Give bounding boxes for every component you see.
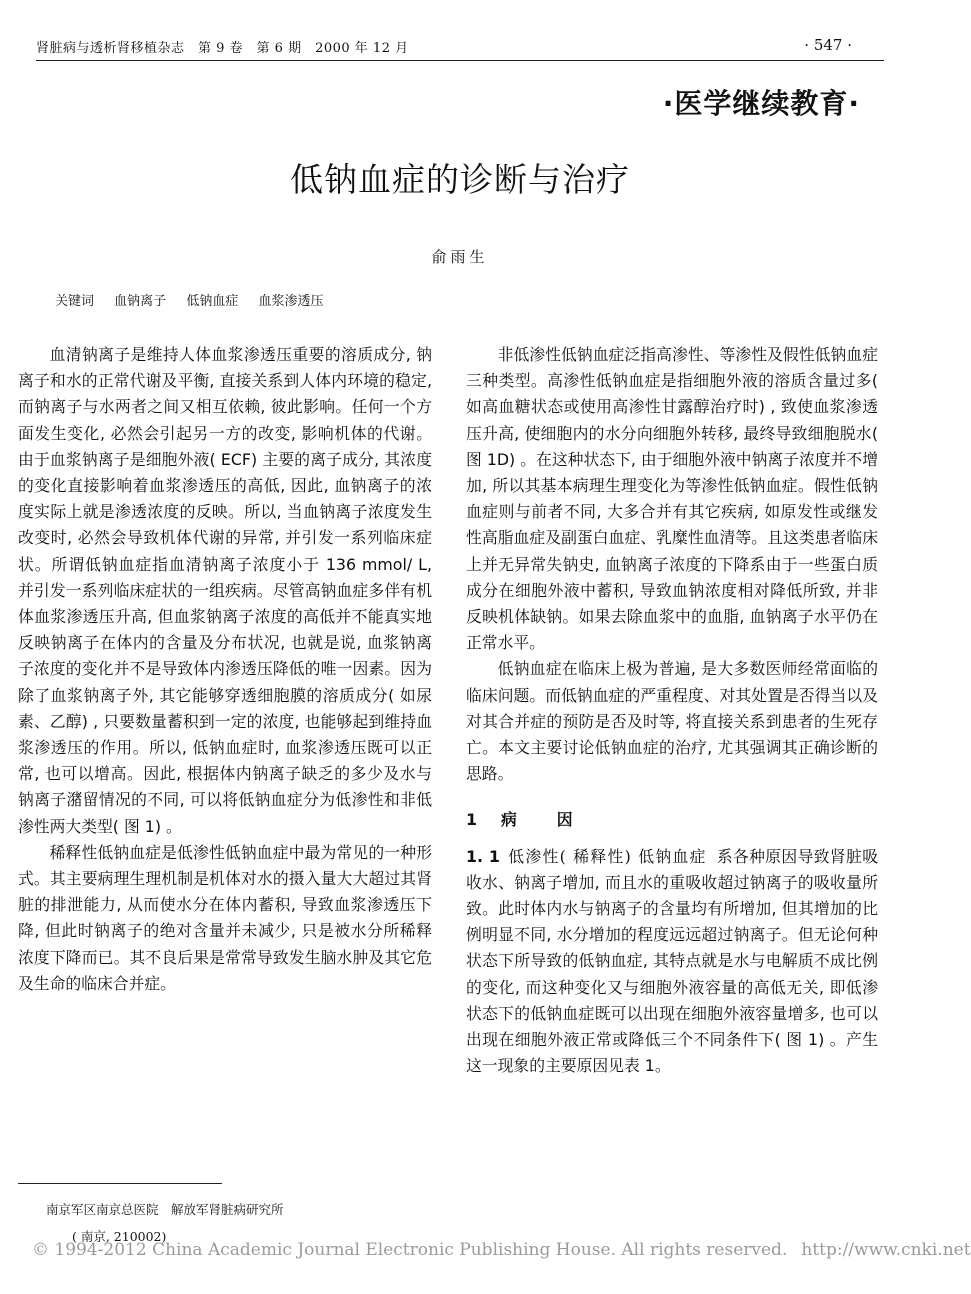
keyword: 低钠血症 (186, 294, 239, 309)
keywords-line (55, 290, 339, 309)
section-banner: ·医学继续教育· (662, 87, 860, 120)
body-paragraph: 血清钠离子是维持人体血浆渗透压重要的溶质成分, 钠离子和水的正常代谢及平衡, 直接关系到人体内环境的稳定, 而钠离子与水两者之间又相互依赖, 彼此影响。任何一个方面发生变化, 必然会引起另一方的改变, 影响机体的代谢。由于血浆钠离子是细胞外液( ECF) 主要的离子成分, 其浓度的变化直接影响着血浆渗透压的高低, 因此, 血钠离子的浓度实际上就是渗透浓度的反映。所以, 当血钠离子浓度发生改变时, 必然会导致机体代谢的异常, 并引发一系列临床症状。所谓低钠血症指血清钠离子浓度小于 136 mmol/ L, 并引发一系列临床症状的一组疾病。尽管高钠血症多伴有机体血浆渗透压升高, 但血浆钠离子浓度的高低并不能真实地反映钠离子在体内的含量及分布状况, 也就是说, 血浆钠离子浓度的变化并不是导致体内渗透压降低的唯一因素。因为除了血浆钠离子外, 其它能够穿透细胞膜的溶质成分( 如尿素、乙醇) , 只要数量蓄积到一定的浓度, 也能够起到维持血浆渗透压的作用。所以, 低钠血症时, 血浆渗透压既可以正常, 也可以增高。因此, 根据体内钠离子缺乏的多少及水与钠离子潴留情况的不同, 可以将低钠血症分为低渗性和非低渗性两大类型( 图 1) 。 (18, 345, 432, 836)
subsection-paragraph (466, 844, 878, 1080)
copyright-watermark (32, 1240, 971, 1260)
section-heading-text: 病因 (501, 810, 613, 830)
body-paragraph: 稀释性低钠血症是低渗性低钠血症中最为常见的一种形式。其主要病理生理机制是机体对水的摄入量大大超过其肾脏的排泄能力, 从而使水分在体内蓄积, 导致血浆渗透压下降, 但此时钠离子的绝对含量并未减少, 只是被水分所稀释浓度下降而已。其不良后果是常常导致发生脑水肿及其它危及生命的临床合并症。 (18, 842, 432, 993)
right-column (466, 342, 878, 1079)
header-divider (36, 60, 884, 61)
footnote-address: ( 南京, 210002) (72, 1229, 167, 1244)
section-heading (466, 807, 878, 833)
keywords-label: 关键词 (55, 294, 95, 309)
footnote-divider (18, 1183, 222, 1184)
keyword: 血浆渗透压 (258, 294, 324, 309)
body-paragraph: 非低渗性低钠血症泛指高渗性、等渗性及假性低钠血症三种类型。高渗性低钠血症是指细胞外液的溶质含量过多( 如高血糖状态或使用高渗性甘露醇治疗时) , 致使血浆渗透压升高, 使细胞内的水分向细胞外转移, 最终导致细胞脱水( 图 1D) 。在这种状态下, 由于细胞外液中钠离子浓度并不增加, 所以其基本病理生理变化为等渗性低钠血症。假性低钠血症则与前者不同, 大多合并有其它疾病, 如原发性或继发性高脂血症及副蛋白血症、乳糜性血清等。且这类患者临床上并无异常失钠史, 血钠离子浓度的下降系由于一些蛋白质成分在细胞外液中蓄积, 导致血钠浓度相对降低所致, 并非反映机体缺钠。如果去除血浆中的血脂, 血钠离子水平仍在正常水平。 (466, 345, 878, 653)
keyword: 血钠离子 (114, 294, 167, 309)
footnote-affiliation: 南京军区南京总医院 解放军肾脏病研究所 (46, 1202, 284, 1217)
section-number: 1 (466, 810, 477, 830)
left-column (18, 342, 432, 997)
article-author: 俞雨生 (431, 248, 489, 266)
body-paragraph: 低钠血症在临床上极为普遍, 是大多数医师经常面临的临床问题。而低钠血症的严重程度、对其处置是否得当以及对其合并症的预防是否及时等, 将直接关系到患者的生死存亡。本文主要讨论低钠血症的治疗, 尤其强调其正确诊断的思路。 (466, 659, 878, 784)
journal-header: 肾脏病与透析肾移植杂志 第 9 卷 第 6 期 2000 年 12 月 (36, 41, 409, 56)
subsection-number: 1. 1 (466, 846, 500, 866)
subsection-title: 低渗性( 稀释性) 低钠血症 (507, 846, 707, 866)
article-title: 低钠血症的诊断与治疗 (290, 160, 630, 199)
copyright-text: © 1994-2012 China Academic Journal Electronic Publishing House. All rights reserved. (32, 1240, 788, 1260)
page-number: · 547 · (804, 36, 852, 54)
copyright-url[interactable]: http://www.cnki.net (801, 1240, 971, 1260)
subsection-text: 系各种原因导致肾脏吸收水、钠离子增加, 而且水的重吸收超过钠离子的吸收量所致。此时体内水与钠离子的含量均有所增加, 但其增加的比例明显不同, 水分增加的程度远远超过钠离子。但无论何种状态下所导致的低钠血症, 其特点就是水与电解质不成比例的变化, 而这种变化又与细胞外液容量的高低无关, 即低渗状态下的低钠血症既可以出现在细胞外液容量增多, 也可以出现在细胞外液正常或降低三个不同条件下( 图 1) 。产生这一现象的主要原因见表 1。 (466, 846, 878, 1076)
